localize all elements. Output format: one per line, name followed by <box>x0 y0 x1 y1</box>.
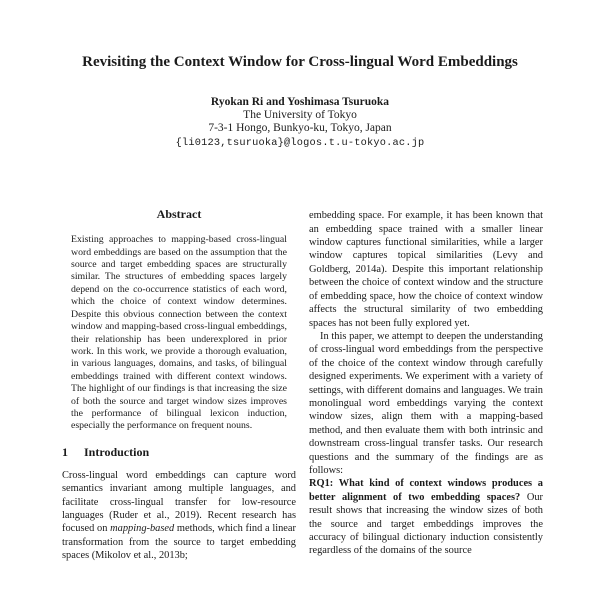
left-column <box>62 207 296 562</box>
right-column <box>309 207 543 562</box>
section-1-title: Introduction <box>84 444 150 459</box>
rq1-answer-text: Our result shows that increasing the window sizes of both the source and target embeddings improves the accuracy of bilingual dictionary induction consistently regardless of the domains of the source <box>309 491 543 557</box>
col2-paragraph-1: embedding space. For example, it has been known that an embedding space trained with a smaller linear window captures functional similarities, while a larger window captures topical similarities (Levy and Goldberg, 2014a). Despite this important relationship between the choice of context window and the structure of embedding space, how the choice of context window affects the structural similarity of two embedding spaces has not been fully explored yet. <box>309 210 543 329</box>
col2-paragraph-2: In this paper, we attempt to deepen the understanding of cross-lingual word embeddings from the perspective of the choice of the context window through carefully designed experiments. We experiment with a variety of settings, with different domains and languages. We train monolingual word embeddings varying the context window sizes, align them with a mapping-based method, and then evaluate them with both intrinsic and downstream cross-lingual transfer tasks. Our research questions and the summary of the findings are as follows: <box>309 330 543 476</box>
intro-paragraph <box>62 469 296 563</box>
two-column-body <box>0 207 600 562</box>
email: {li0123,tsuruoka}@logos.t.u-tokyo.ac.jp <box>175 137 425 150</box>
author-block <box>0 96 600 150</box>
intro-paragraph-text-cont: methods, which find a linear transformation from the source to target embedding spaces (Mikolov et al., 2013b; <box>62 523 296 562</box>
intro-paragraph-text: Cross-lingual word embeddings can capture word semantics invariant among multiple languages, and facilitate cross-lingual transfer for low-resource languages (Ruder et al., 2019). Recent research has focused on <box>62 469 296 535</box>
address: 7-3-1 Hongo, Bunkyo-ku, Tokyo, Japan <box>208 122 392 135</box>
intro-paragraph-italic-term: mapping-based <box>110 523 175 535</box>
section-1-number: 1 <box>62 444 68 459</box>
section-1-heading <box>62 445 296 459</box>
paper-title: Revisiting the Context Window for Cross-lingual Word Embeddings <box>82 54 518 70</box>
affiliation: The University of Tokyo <box>243 109 357 122</box>
author-names: Ryokan Ri and Yoshimasa Tsuruoka <box>210 96 390 109</box>
col2-rq1-paragraph <box>309 477 543 557</box>
rq1-bold-question: RQ1: What kind of context windows produces a better alignment of two embedding spaces? <box>309 478 543 503</box>
abstract-text: Existing approaches to mapping-based cross-lingual word embeddings are based on the assumption that the source and target embedding spaces are structurally similar. The structures of embedding spaces largely depend on the co-occurrence statistics of each word, which the choice of context window determines. Despite this obvious connection between the context window and mapping-based cross-lingual embeddings, their relationship has been underexplored in prior work. In this work, we provide a thorough evaluation, in various languages, domains, and tasks, of bilingual embeddings trained with different context windows. The highlight of our findings is that increasing the size of both the source and target window sizes improves the performance of bilingual lexicon induction, especially the performance on frequent nouns. <box>71 234 287 432</box>
abstract-heading: Abstract <box>156 207 202 222</box>
